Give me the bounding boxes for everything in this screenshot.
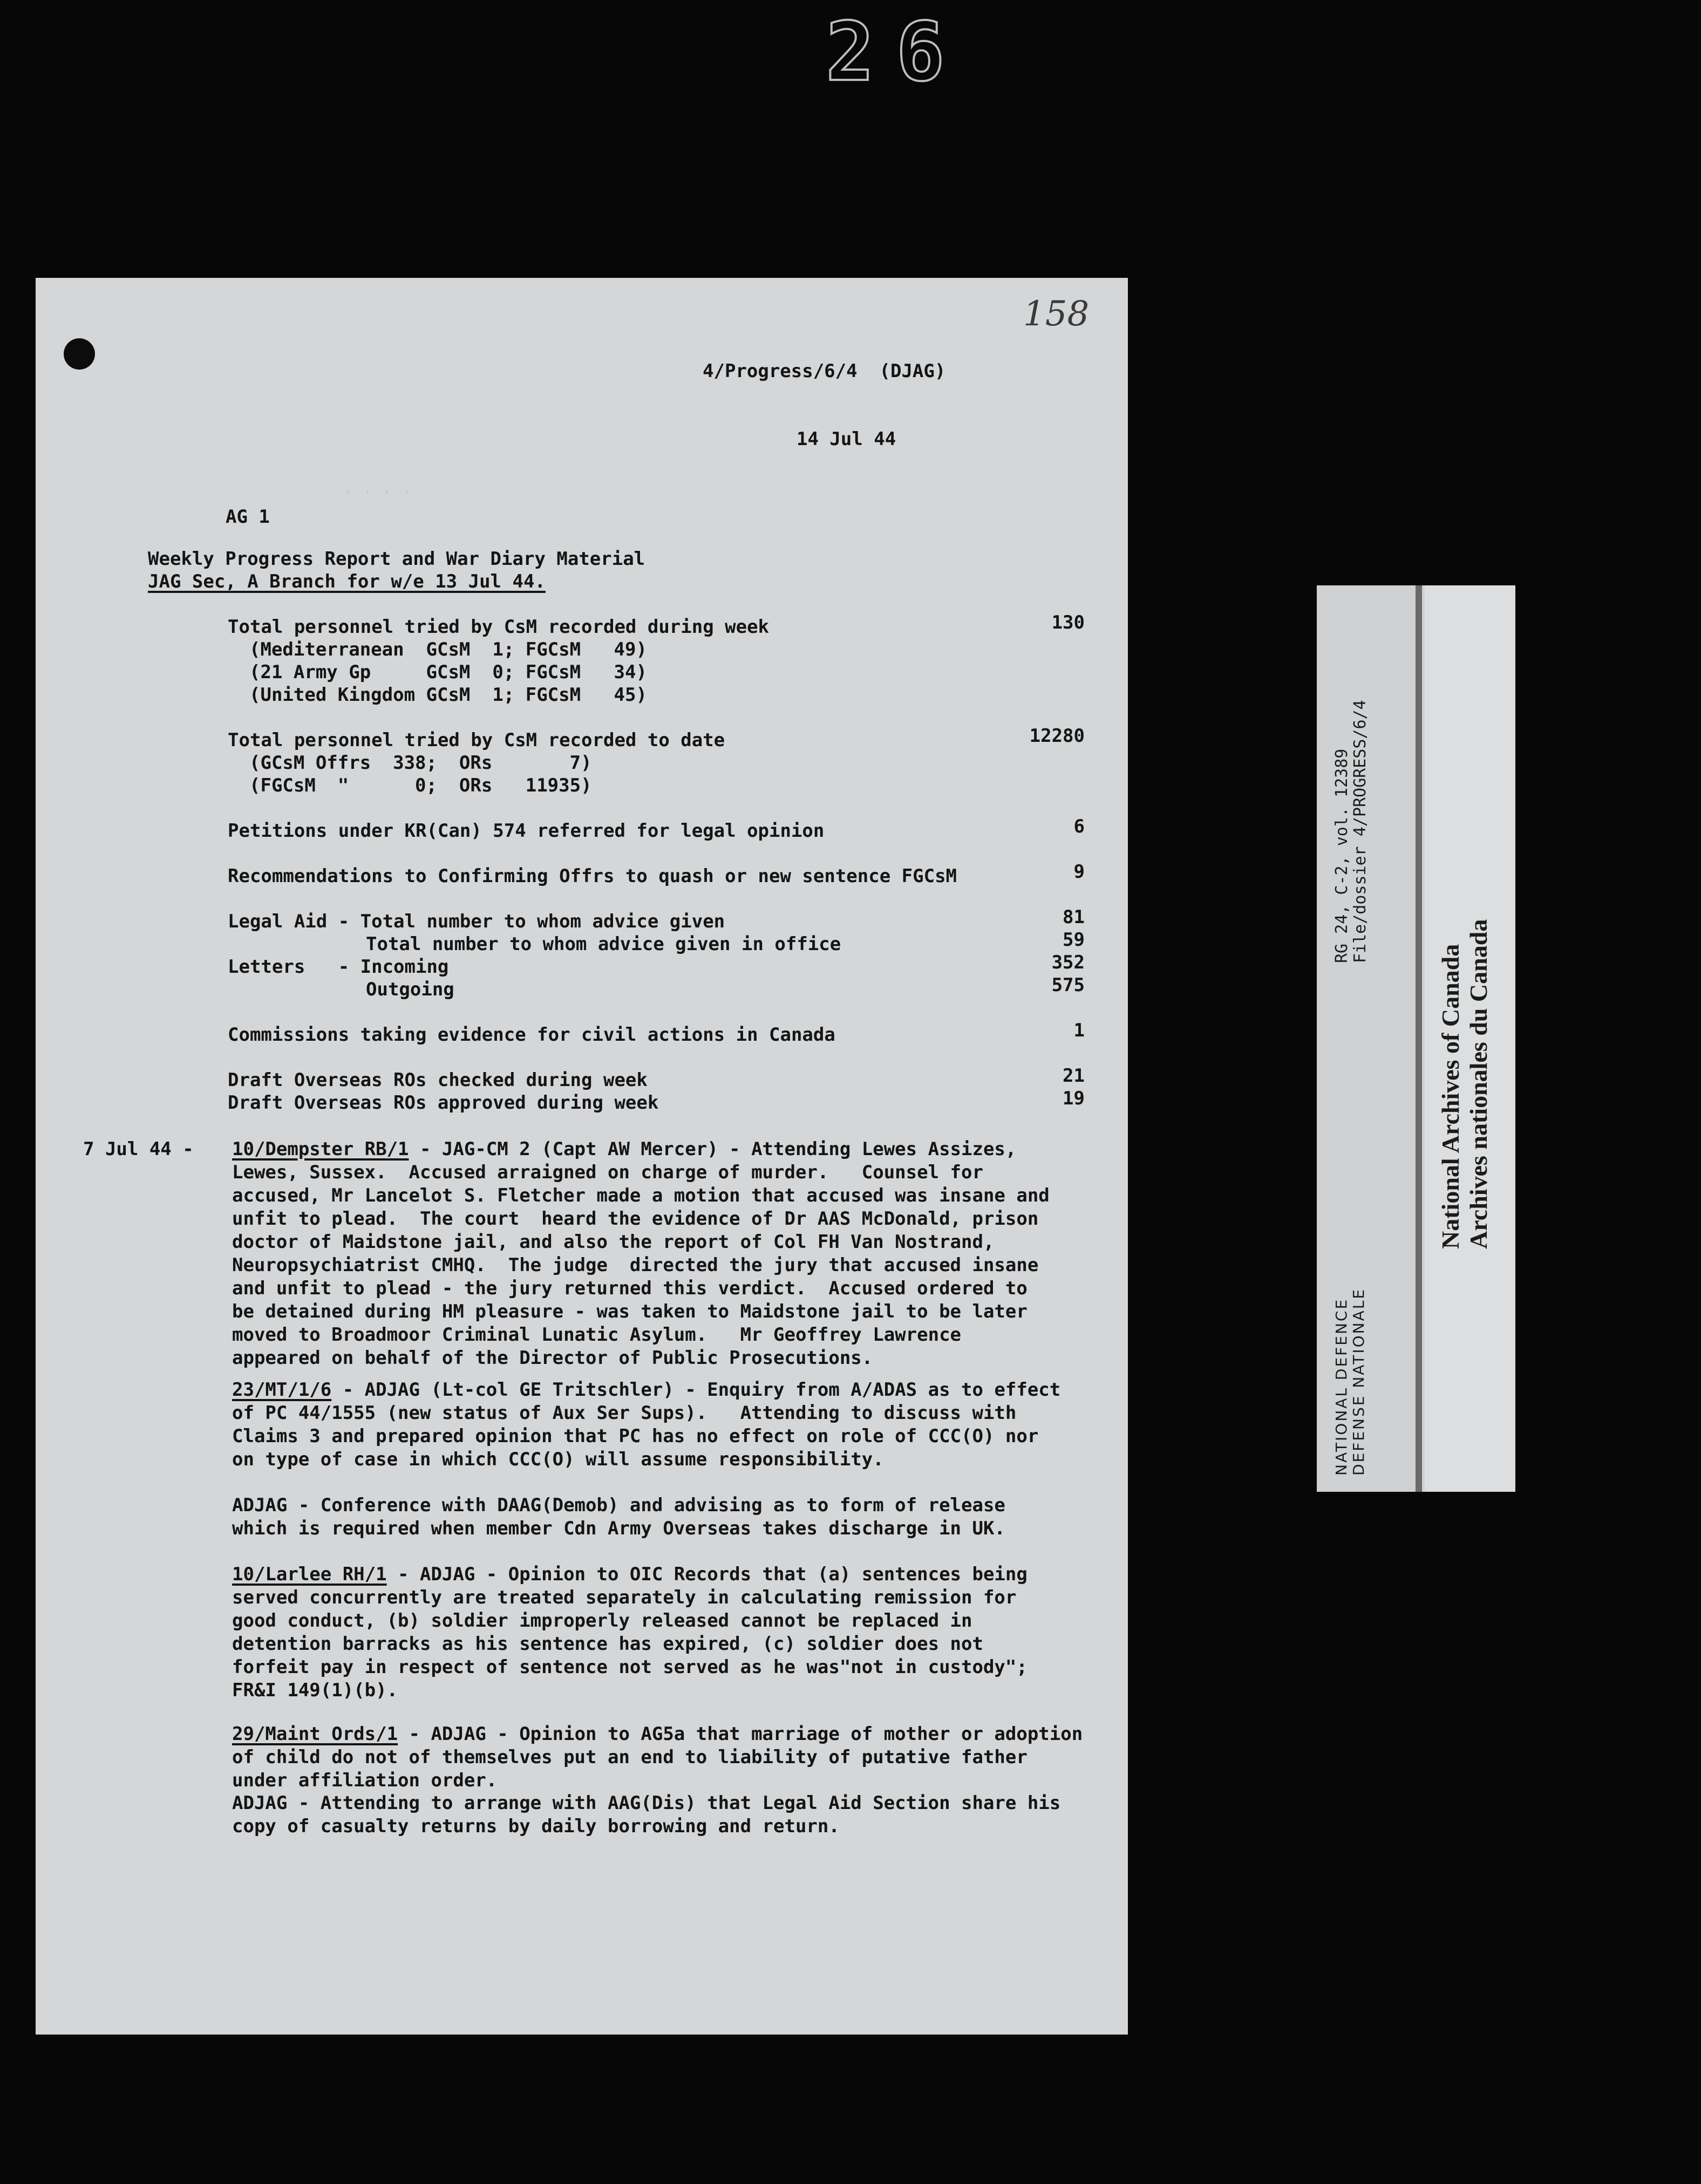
stat-legal-aid-2-value: 59	[1063, 929, 1085, 951]
entry-reference: 10/Larlee RH/1	[232, 1564, 387, 1585]
archive-reference	[1333, 700, 1370, 963]
entry-text: - ADJAG (Lt-col GE Tritschler) - Enquiry from A/ADAS as to effect of PC 44/1555 (new status of Aux Ser Sups). Attending to discuss with Claims 3 and prepared opinion that PC has no effect on role of CCC(O) nor on type of case in which CCC(O) will assume responsibility.	[232, 1379, 1061, 1470]
diary-entry	[232, 1723, 1128, 1792]
frame-number: 26	[826, 5, 967, 99]
stat-date-breakdown-2: (FGCsM " 0; ORs 11935)	[249, 775, 592, 796]
entry-text: ADJAG - Attending to arrange with AAG(Dis) that Legal Aid Section share his copy of casualty returns by daily borrowing and return.	[232, 1792, 1061, 1837]
document-page	[36, 278, 1128, 2035]
stat-commissions-value: 1	[1073, 1020, 1085, 1041]
stat-week-breakdown-3: (United Kingdom GCsM 1; FGCsM 45)	[249, 684, 647, 706]
stat-week-breakdown-1: (Mediterranean GCsM 1; FGCsM 49)	[249, 639, 647, 660]
national-defence-label	[1333, 1288, 1367, 1476]
diary-entry	[232, 1138, 1128, 1370]
stat-week-breakdown-2: (21 Army Gp GCsM 0; FGCsM 34)	[249, 661, 647, 683]
entry-text: ADJAG - Conference with DAAG(Demob) and advising as to form of release which is required when member Cdn Army Overseas takes discharge in UK.	[232, 1494, 1005, 1539]
stat-date-label: Total personnel tried by CsM recorded to date	[228, 729, 725, 751]
national-archives-label	[1437, 919, 1493, 1249]
diary-entry	[232, 1792, 1128, 1838]
entry-date: 7 Jul 44 -	[83, 1138, 194, 1160]
stat-recommend-value: 9	[1073, 861, 1085, 883]
stat-petitions-label: Petitions under KR(Can) 574 referred for legal opinion	[228, 820, 825, 842]
stat-legal-aid-1: Legal Aid - Total number to whom advice given	[228, 911, 725, 932]
stat-letters-in: Letters - Incoming	[228, 956, 449, 978]
addressee: AG 1	[226, 506, 270, 528]
stat-legal-aid-1-value: 81	[1063, 906, 1085, 928]
stat-ros-approved-value: 19	[1063, 1088, 1085, 1109]
archive-label-card	[1317, 585, 1515, 1492]
stat-legal-aid-2: Total number to whom advice given in office	[366, 933, 841, 955]
national-archives-line-2: Archives nationales du Canada	[1465, 919, 1492, 1249]
stat-ros-approved-label: Draft Overseas ROs approved during week	[228, 1092, 659, 1114]
stat-date-value: 12280	[1029, 725, 1085, 747]
stat-letters-out-value: 575	[1051, 974, 1085, 996]
diary-entry	[232, 1378, 1128, 1471]
punch-hole	[64, 338, 95, 370]
stat-ros-checked-label: Draft Overseas ROs checked during week	[228, 1069, 648, 1091]
entry-reference: 29/Maint Ords/1	[232, 1723, 398, 1745]
diary-entry	[232, 1563, 1128, 1702]
entry-reference: 23/MT/1/6	[232, 1379, 332, 1401]
handwritten-page-number: 158	[1023, 294, 1090, 334]
title-line-1: Weekly Progress Report and War Diary Material	[148, 548, 645, 570]
national-defence-line-1: NATIONAL DEFENCE	[1332, 1298, 1350, 1476]
file-reference: 4/Progress/6/4 (DJAG)	[703, 360, 946, 382]
archive-ref-line-1: RG 24, C-2, vol. 12389	[1332, 748, 1351, 963]
national-defence-line-2: DEFENSE NATIONALE	[1350, 1287, 1367, 1476]
stat-date-breakdown-1: (GCsM Offrs 338; ORs 7)	[249, 752, 592, 774]
stat-letters-in-value: 352	[1051, 952, 1085, 973]
stat-letters-out: Outgoing	[366, 979, 454, 1000]
stat-commissions-label: Commissions taking evidence for civil actions in Canada	[228, 1024, 835, 1046]
stat-petitions-value: 6	[1073, 816, 1085, 837]
diary-entry	[232, 1494, 1128, 1540]
label-divider	[1416, 585, 1422, 1492]
entry-text: - ADJAG - Opinion to OIC Records that (a) sentences being served concurrently are treated separately in calculating remission for good conduct, (b) soldier improperly released cannot be replaced in detention barracks as his sentence has expired, (c) soldier does not forfeit pay in respect of sentence not served as he was"not in custody"; FR&I 149(1)(b).	[232, 1564, 1028, 1701]
stat-ros-checked-value: 21	[1063, 1065, 1085, 1087]
entry-text: - JAG-CM 2 (Capt AW Mercer) - Attending Lewes Assizes, Lewes, Sussex. Accused arraigned on charge of murder. Counsel for accused, Mr Lancelot S. Fletcher made a motion that accused was insane and unfit to plead. The court heard the evidence of Dr AAS McDonald, prison doctor of Maidstone jail, and also the report of Col FH Van Nostrand, Neuropsychiatrist CMHQ. The judge directed the jury that accused insane and unfit to plead - the jury returned this verdict. Accused ordered to be detained during HM pleasure - was taken to Maidstone jail to be later moved to Broadmoor Criminal Lunatic Asylum. Mr Geoffrey Lawrence appeared on behalf of the Director of Public Prosecutions.	[232, 1138, 1050, 1369]
title-line-2: JAG Sec, A Branch for w/e 13 Jul 44.	[148, 571, 546, 592]
national-archives-line-1: National Archives of Canada	[1437, 944, 1464, 1249]
archive-ref-line-2: File/dossier 4/PROGRESS/6/4	[1351, 700, 1370, 963]
stat-week-label: Total personnel tried by CsM recorded during week	[228, 616, 770, 638]
bleed-through-text: · · · ·	[343, 483, 412, 502]
stat-recommend-label: Recommendations to Confirming Offrs to quash or new sentence FGCsM	[228, 865, 957, 887]
entry-text: - ADJAG - Opinion to AG5a that marriage of mother or adoption of child do not of themselves put an end to liability of putative father under affiliation order.	[232, 1723, 1083, 1791]
stat-week-value: 130	[1051, 612, 1085, 633]
letter-date: 14 Jul 44	[797, 428, 896, 450]
entry-reference: 10/Dempster RB/1	[232, 1138, 409, 1160]
